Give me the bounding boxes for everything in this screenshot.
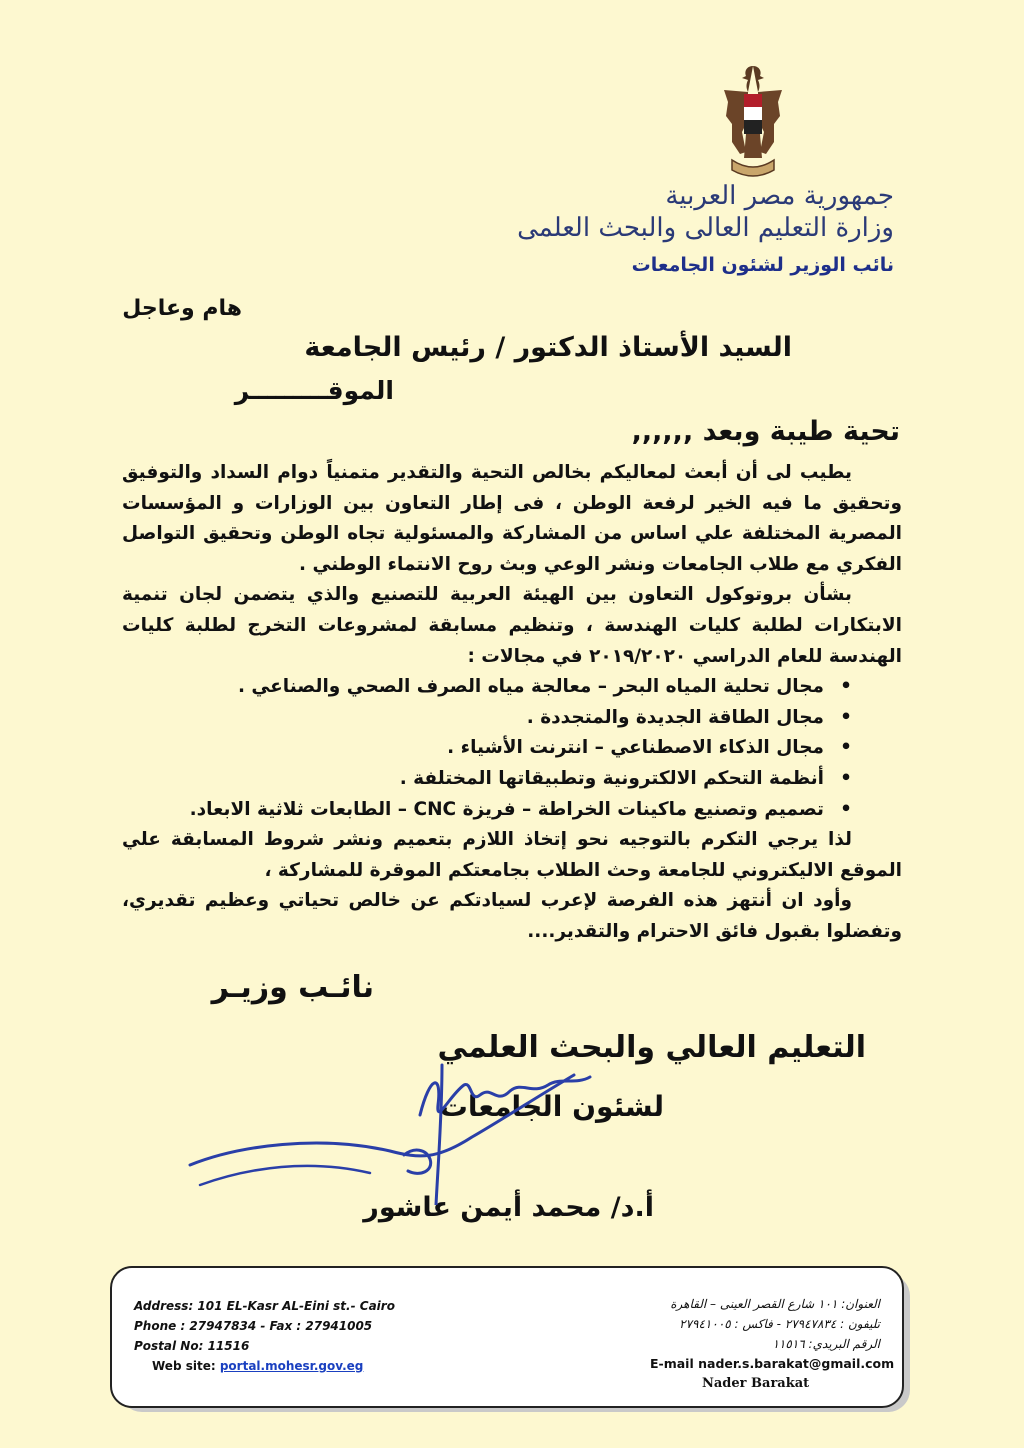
footer-postal-ar: الرقم البريدي: ١١٥١٦: [772, 1337, 880, 1351]
footer-address: Address: 101 EL-Kasr AL-Eini st.- Cairo: [134, 1299, 395, 1313]
list-item: • تصميم وتصنيع ماكينات الخراطة – فريزة CNC – الطابعات ثلاثية الابعاد.: [122, 795, 852, 826]
fields-list: [122, 672, 902, 825]
bullet-icon: •: [840, 767, 852, 789]
footer-address-ar: العنوان: ١٠١ شارع القصر العينى – القاهرة: [670, 1297, 880, 1311]
signer-title-1: نائـب وزيـر: [211, 970, 374, 1005]
bullet-icon: •: [840, 798, 852, 820]
handwritten-signature-icon: [180, 1055, 600, 1205]
list-item: • مجال تحلية المياه البحر – معالجة مياه الصرف الصحي والصناعي .: [122, 672, 852, 703]
signer-name: أ.د/ محمد أيمن عاشور: [363, 1192, 654, 1223]
signer-title-2: التعليم العالي والبحث العلمي: [437, 1030, 866, 1065]
recipient-title: السيد الأستاذ الدكتور / رئيس الجامعة: [304, 332, 792, 363]
paragraph-closing: وأود ان أنتهز هذه الفرصة لإعرب لسيادتكم عن خالص تحياتي وعظيم تقديري، وتفضلوا بقبول فائق الاحترام والتقدير....: [122, 890, 902, 942]
footer-phone-ar: تليفون : ٢٧٩٤٧٨٣٤ - فاكس : ٢٧٩٤١٠٠٥: [679, 1317, 880, 1331]
list-item: • مجال الطاقة الجديدة والمتجددة .: [122, 703, 852, 734]
footer-arabic: [670, 1294, 880, 1354]
ministry-name: وزارة التعليم العالى والبحث العلمى: [517, 213, 894, 243]
bullet-icon: •: [840, 737, 852, 759]
recipient-honorific: الموقـــــــــر: [234, 376, 394, 405]
urgent-label: هام وعاجل: [122, 296, 242, 321]
footer-contact-name: Nader Barakat: [702, 1376, 810, 1391]
footer-email: E-mail nader.s.barakat@gmail.com: [650, 1356, 895, 1371]
letter-body: [122, 458, 902, 948]
footer-contact-box: [110, 1266, 904, 1408]
footer-website: Web site: portal.mohesr.gov.eg: [152, 1359, 364, 1373]
list-item: • أنظمة التحكم الالكترونية وتطبيقاتها المختلفة .: [122, 764, 852, 795]
office-name: نائب الوزير لشئون الجامعات: [631, 254, 894, 276]
signer-title-3: لشئون الجامعات: [439, 1090, 664, 1123]
paragraph-intro: يطيب لى أن أبعث لمعاليكم بخالص التحية والتقدير متمنياً دوام السداد والتوفيق وتحقيق ما فيه الخير لرفعة الوطن ، فى إطار التعاون بين الوزارات و المؤسسات المصرية المختلفة علي اساس من المشاركة والمسئولية تجاه الوطن وتحقيق التواصل الفكري مع طلاب الجامعات ونشر الوعي وبث روح الانتماء الوطني .: [122, 462, 902, 575]
paragraph-request: لذا يرجي التكرم بالتوجيه نحو إتخاذ اللازم بتعميم ونشر شروط المسابقة علي الموقع الاليكتروني للجامعة وحث الطلاب بجامعتكم الموقرة للمشاركة ،: [122, 829, 902, 881]
footer-postal: Postal No: 11516: [134, 1339, 250, 1353]
bullet-icon: •: [840, 676, 852, 698]
website-link[interactable]: portal.mohesr.gov.eg: [219, 1359, 364, 1373]
bullet-icon: •: [840, 706, 852, 728]
ministry-header: [517, 180, 894, 282]
egypt-eagle-emblem-icon: [722, 62, 784, 182]
country-name: جمهورية مصر العربية: [665, 181, 894, 211]
list-item: • مجال الذكاء الاصطناعي – انترنت الأشياء .: [122, 733, 852, 764]
footer-english: [134, 1296, 395, 1376]
paragraph-protocol: بشأن بروتوكول التعاون بين الهيئة العربية للتصنيع والذي يتضمن لجان تنمية الابتكارات لطلبة كليات الهندسة ، وتنظيم مسابقة لمشروعات التخرج لطلبة كليات الهندسة للعام الدراسي ٢٠١٩/٢٠٢٠ في مجالات :: [122, 584, 902, 667]
footer-phone: Phone : 27947834 - Fax : 27941005: [134, 1319, 373, 1333]
greeting: تحية طيبة وبعد ,,,,,,: [631, 416, 900, 447]
